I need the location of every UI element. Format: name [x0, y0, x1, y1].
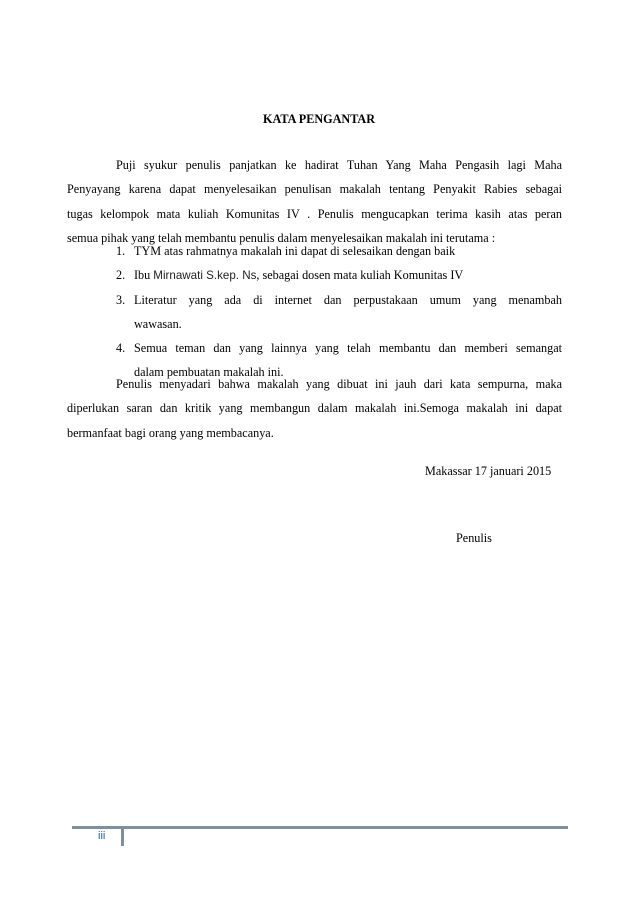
footer-divider — [72, 826, 568, 829]
list-number: 1. — [116, 244, 126, 258]
paragraph-line: Penulis menyadari bahwa makalah yang dibuat ini jauh dari kata sempurna, maka — [116, 377, 562, 391]
page-title: KATA PENGANTAR — [262, 112, 376, 126]
place-date: Makassar 17 januari 2015 — [425, 464, 552, 478]
paragraph-line: tugas kelompok mata kuliah Komunitas IV . Penulis mengucapkan terima kasih atas peran — [67, 206, 562, 221]
footer-tick — [121, 826, 124, 846]
list-item-text: Semua teman dan yang lainnya yang telah membantu dan memberi semangat — [134, 341, 562, 356]
list-number: 2. — [116, 268, 126, 283]
thanks-list — [116, 239, 562, 385]
closing-paragraph — [67, 372, 562, 445]
paragraph-line: diperlukan saran dan kritik yang membangun dalam makalah ini.Semoga makalah ini dapat — [67, 401, 562, 416]
list-item-text: wawasan. — [134, 316, 182, 331]
list-item-suffix: , sebagai dosen mata kuliah Komunitas IV — [256, 268, 464, 283]
list-item-prefix: Ibu — [134, 268, 154, 283]
intro-paragraph — [67, 153, 562, 250]
page-number: iii — [98, 830, 106, 842]
list-item-text: TYM atas rahmatnya makalah ini dapat di selesaikan dengan baik — [134, 244, 456, 258]
list-item-text — [134, 263, 562, 287]
list-number: 3. — [116, 292, 126, 307]
list-item — [116, 288, 562, 337]
lecturer-name: Mirnawati S.kep. Ns — [153, 269, 257, 283]
list-item-text: Literatur yang ada di internet dan perpustakaan umum yang menambah — [134, 292, 562, 307]
list-item-text: dalam pembuatan makalah ini. — [134, 365, 284, 380]
list-item — [116, 239, 562, 263]
paragraph-line: Puji syukur penulis panjatkan ke hadirat Tuhan Yang Maha Pengasih lagi Maha — [116, 158, 562, 172]
signature-author: Penulis — [456, 531, 492, 545]
list-item — [116, 263, 562, 287]
list-number: 4. — [116, 341, 126, 356]
paragraph-line: bermanfaat bagi orang yang membacanya. — [67, 425, 274, 440]
paragraph-line: Penyayang karena dapat menyelesaikan penulisan makalah tentang Penyakit Rabies sebagai — [67, 182, 562, 197]
paragraph-line: semua pihak yang telah membantu penulis dalam menyelesaikan makalah ini terutama : — [67, 230, 496, 245]
